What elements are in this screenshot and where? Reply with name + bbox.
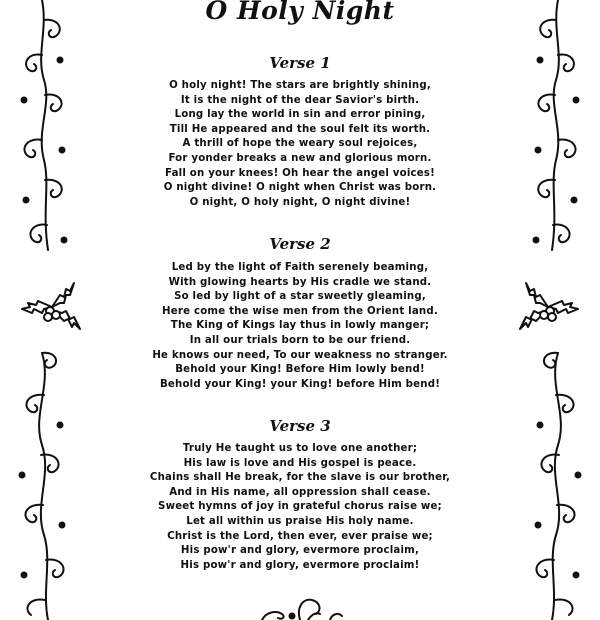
verse-1-lyrics [130,79,470,210]
lyric-line: Led by the light of Faith serenely beaming, [171,262,429,273]
verse-1-heading: Verse 1 [269,54,331,72]
lyric-line: And in His name, all oppression shall cease. [169,486,431,498]
lyric-line: His law is love and His gospel is peace. [183,457,417,469]
lyric-line: Sweet hymns of joy in grateful chorus raise we; [158,501,442,513]
lyric-line: Christ is the Lord, then ever, ever praise we; [167,530,433,542]
lyric-line: For yonder breaks a new and glorious morn. [168,152,432,164]
lyric-line: His pow'r and glory, evermore proclaim, [180,545,420,557]
verse-3-lyrics [130,442,470,573]
lyric-line: Long lay the world in sin and error pining, [174,109,426,121]
lyric-line: He knows our need, To our weakness no stranger. [152,349,448,361]
lyric-line: Here come the wise men from the Orient land. [162,305,438,317]
lyric-line: His pow'r and glory, evermore proclaim! [180,559,420,571]
lyric-line: Behold your King! Before Him lowly bend! [175,364,425,376]
lyric-line: In all our trials born to be our friend. [189,334,411,346]
verse-2-lyrics [130,261,470,392]
page-title: O Holy Night [205,0,395,25]
ornament-icon [252,596,348,620]
lyric-line: Behold your King! your King! before Him bend! [159,378,441,390]
lyric-line: With glowing hearts by His cradle we stand. [168,276,432,288]
swirl-vine-icon [12,345,76,620]
lyric-line: Let all within us praise His holy name. [186,515,414,527]
lyric-line: O night divine! O night when Christ was born. [163,182,437,194]
swirl-vine-icon [524,345,588,620]
holly-icon [20,275,84,339]
lyric-line: Truly He taught us to love one another; [182,443,418,454]
verse-3-heading: Verse 3 [269,417,331,435]
lyric-line: So led by light of a star sweetly gleaming, [174,291,426,303]
swirl-vine-icon [14,0,74,260]
lyric-line: It is the night of the dear Savior's birth. [180,94,420,106]
lyric-line: Fall on your knees! Oh hear the angel voices! [165,167,435,179]
lyric-line: Till He appeared and the soul felt its worth. [169,123,431,135]
lyric-line: O night, O holy night, O night divine! [189,196,411,208]
lyric-line: The King of Kings lay thus in lowly manger; [170,320,430,332]
lyric-line: Chains shall He break, for the slave is our brother, [149,472,451,484]
lyric-line: A thrill of hope the weary soul rejoices, [182,138,418,150]
holly-icon [516,275,580,339]
lyric-line: O holy night! The stars are brightly shining, [169,80,431,91]
swirl-vine-icon [526,0,586,260]
verse-2-heading: Verse 2 [269,235,331,253]
